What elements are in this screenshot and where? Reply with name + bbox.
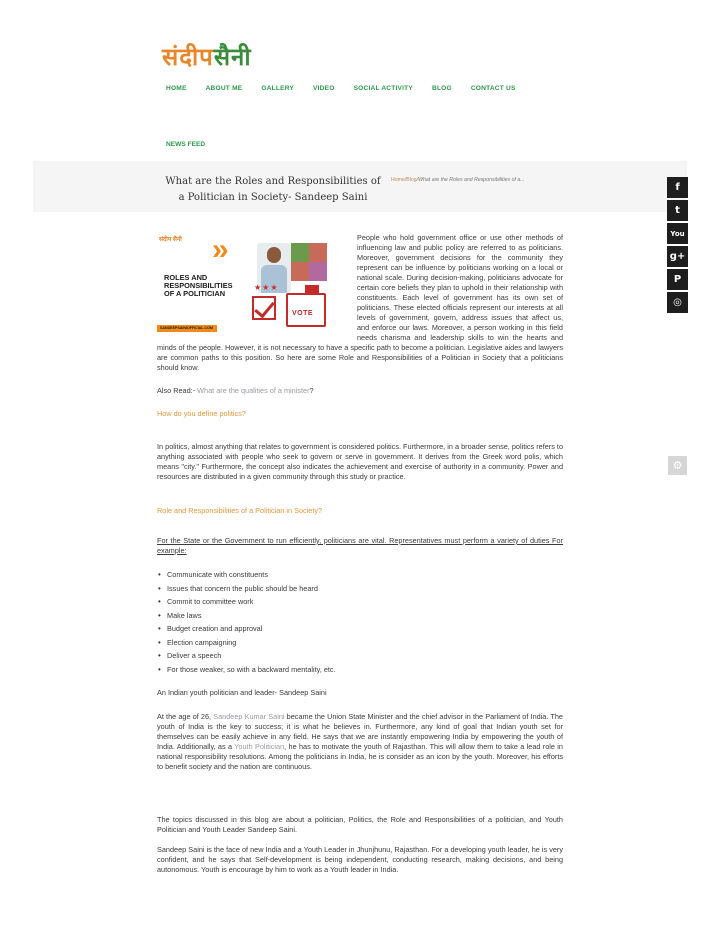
heading-roles: Role and Responsibilities of a Politician in Society?	[157, 506, 323, 515]
topics-paragraph: The topics discussed in this blog are about a politician, Politics, the Role and Responsibilities of a politician, and Youth Politician and Youth Leader Sandeep Saini.	[157, 815, 563, 834]
duties-list	[157, 570, 563, 678]
breadcrumb: Home/Blog/What are the Roles and Responsibilities of a...	[391, 177, 525, 183]
pinterest-icon[interactable]: P	[667, 269, 688, 290]
youth-politician-link[interactable]: Youth Politician	[234, 742, 285, 751]
list-item: • Issues that concern the public should be heard	[157, 584, 563, 598]
nav-contact-us[interactable]: CONTACT US	[470, 85, 516, 92]
list-item: • Deliver a speech	[157, 651, 563, 665]
breadcrumb-blog[interactable]: Blog	[406, 177, 417, 183]
checkmark-icon	[252, 296, 276, 320]
list-item: • For those weaker, so with a backward mentality, etc.	[157, 665, 563, 679]
duties-intro: For the State or the Government to run efficiently, politicians are vital. Representatives must perform a variety of duties For example:	[157, 536, 563, 555]
social-rail	[667, 177, 688, 315]
nav-gallery[interactable]: GALLERY	[261, 85, 295, 92]
also-read: Also Read:- What are the qualities of a minister?	[157, 386, 314, 395]
nav-social-activity[interactable]: SOCIAL ACTIVITY	[353, 85, 413, 92]
page-title: What are the Roles and Responsibilities of a Politician in Society- Sandeep Saini	[165, 176, 381, 203]
hero-site-tag: SANDEEPSAINIOFFICIAL.COM	[157, 325, 217, 332]
twitter-icon[interactable]: t	[667, 200, 688, 221]
hero-image	[157, 233, 353, 338]
nav-blog[interactable]: BLOG	[431, 85, 452, 92]
nav-news-feed[interactable]: NEWS FEED	[166, 141, 206, 148]
intro-paragraph: People who hold government office or use other methods of influencing law and public policy are referred to as politicians. Moreover, government decisions for the community they represent can be influence by politicians working on a local or national scale. During decision-making, politicians advocate for certain core beliefs they plan to uphold in their relationship with constituents. Each level of government has its own set of politicians. These elected officials represent our interests at all levels of government, govern, address issues that affect us, and enforce our laws. Moreover, a person working in this field needs charisma and leadership skills to win the hearts and minds of the people. However, it is not necessary to have a specific path to become a politician. Legislative aides and lawyers are common paths to this position. So here are some Role and Responsibilities of a Politician in Society that a politicians should know.	[157, 233, 563, 372]
article-body	[157, 233, 563, 875]
youth-heading: An Indian youth politician and leader- Sandeep Saini	[157, 688, 327, 697]
nav-video[interactable]: VIDEO	[313, 85, 335, 92]
list-item: • Make laws	[157, 611, 563, 625]
stars-icon: ★★★	[254, 283, 279, 292]
hero-mini-logo: संदीप सैनी	[159, 237, 182, 243]
hero-title: ROLES AND RESPONSIBILITIES OF A POLITICIAN	[164, 273, 233, 298]
gear-icon[interactable]: ⚙	[668, 456, 687, 475]
youth-paragraph: At the age of 26, Sandeep Kumar Saini became the Union State Minister and the chief advisor in the Parliament of India. The youth of India is the key to success; it is what he believes in. Furthermore, any kind of goal that Indian youth set for themselves can be easily achieve in any field. He says that we are instantly empowering India by empowering the youth of India. Additionally, as a Youth Politician, he has to motivate the youth of Rajasthan. This will allow them to take a lead role in national responsibility resolutions. Among the politicians in India, he is consider as an icon by the youth. Moreover, his efforts to benefit society and the nation are continuous.	[157, 712, 563, 771]
also-read-link[interactable]: What are the qualities of a minister	[197, 386, 310, 395]
nav-about-me[interactable]: ABOUT ME	[205, 85, 243, 92]
list-item: • Communicate with constituents	[157, 570, 563, 584]
breadcrumb-current: What are the Roles and Responsibilities of a...	[418, 177, 525, 183]
breadcrumb-home[interactable]: Home	[391, 177, 405, 183]
chevron-right-icon: »	[212, 233, 219, 266]
google-plus-icon[interactable]: g+	[667, 246, 688, 267]
heading-define-politics: How do you define politics?	[157, 409, 246, 418]
nav-row-2	[166, 133, 205, 151]
nav-home[interactable]: HOME	[166, 85, 187, 92]
main-nav	[166, 85, 535, 92]
sandeep-saini-link[interactable]: Sandeep Kumar Saini	[213, 712, 285, 721]
site-logo[interactable]	[162, 40, 252, 73]
list-item: • Budget creation and approval	[157, 624, 563, 638]
logo-word-2: सैनी	[213, 42, 252, 71]
ballot-box-icon: VOTE	[286, 293, 326, 327]
list-item: • Election campaigning	[157, 638, 563, 652]
logo-word-1: संदीप	[162, 42, 214, 71]
list-item: • Commit to committee work	[157, 597, 563, 611]
instagram-icon[interactable]: ◎	[667, 292, 688, 313]
photo-collage	[291, 243, 327, 281]
politics-paragraph: In politics, almost anything that relates to government is considered politics. Furthermore, in a broader sense, politics refers to anything associated with people who seek to govern or serve in government. It derives from the Greek word polis, which means "city." Furthermore, the concept also indicates the achievement and exercise of authority in a community. Power and resources are distributed in a given community through this study or practice.	[157, 442, 563, 481]
youtube-icon[interactable]: You	[667, 223, 688, 244]
facebook-icon[interactable]: f	[667, 177, 688, 198]
youth-leader-paragraph: Sandeep Saini is the face of new India and a Youth Leader in Jhunjhunu, Rajasthan. For a developing youth leader, he is very confident, and he says that Self-development is being independent, conducting research, making decisions, and being autonomous. Youth is encourage by him to work as a Youth leader in India.	[157, 845, 563, 874]
